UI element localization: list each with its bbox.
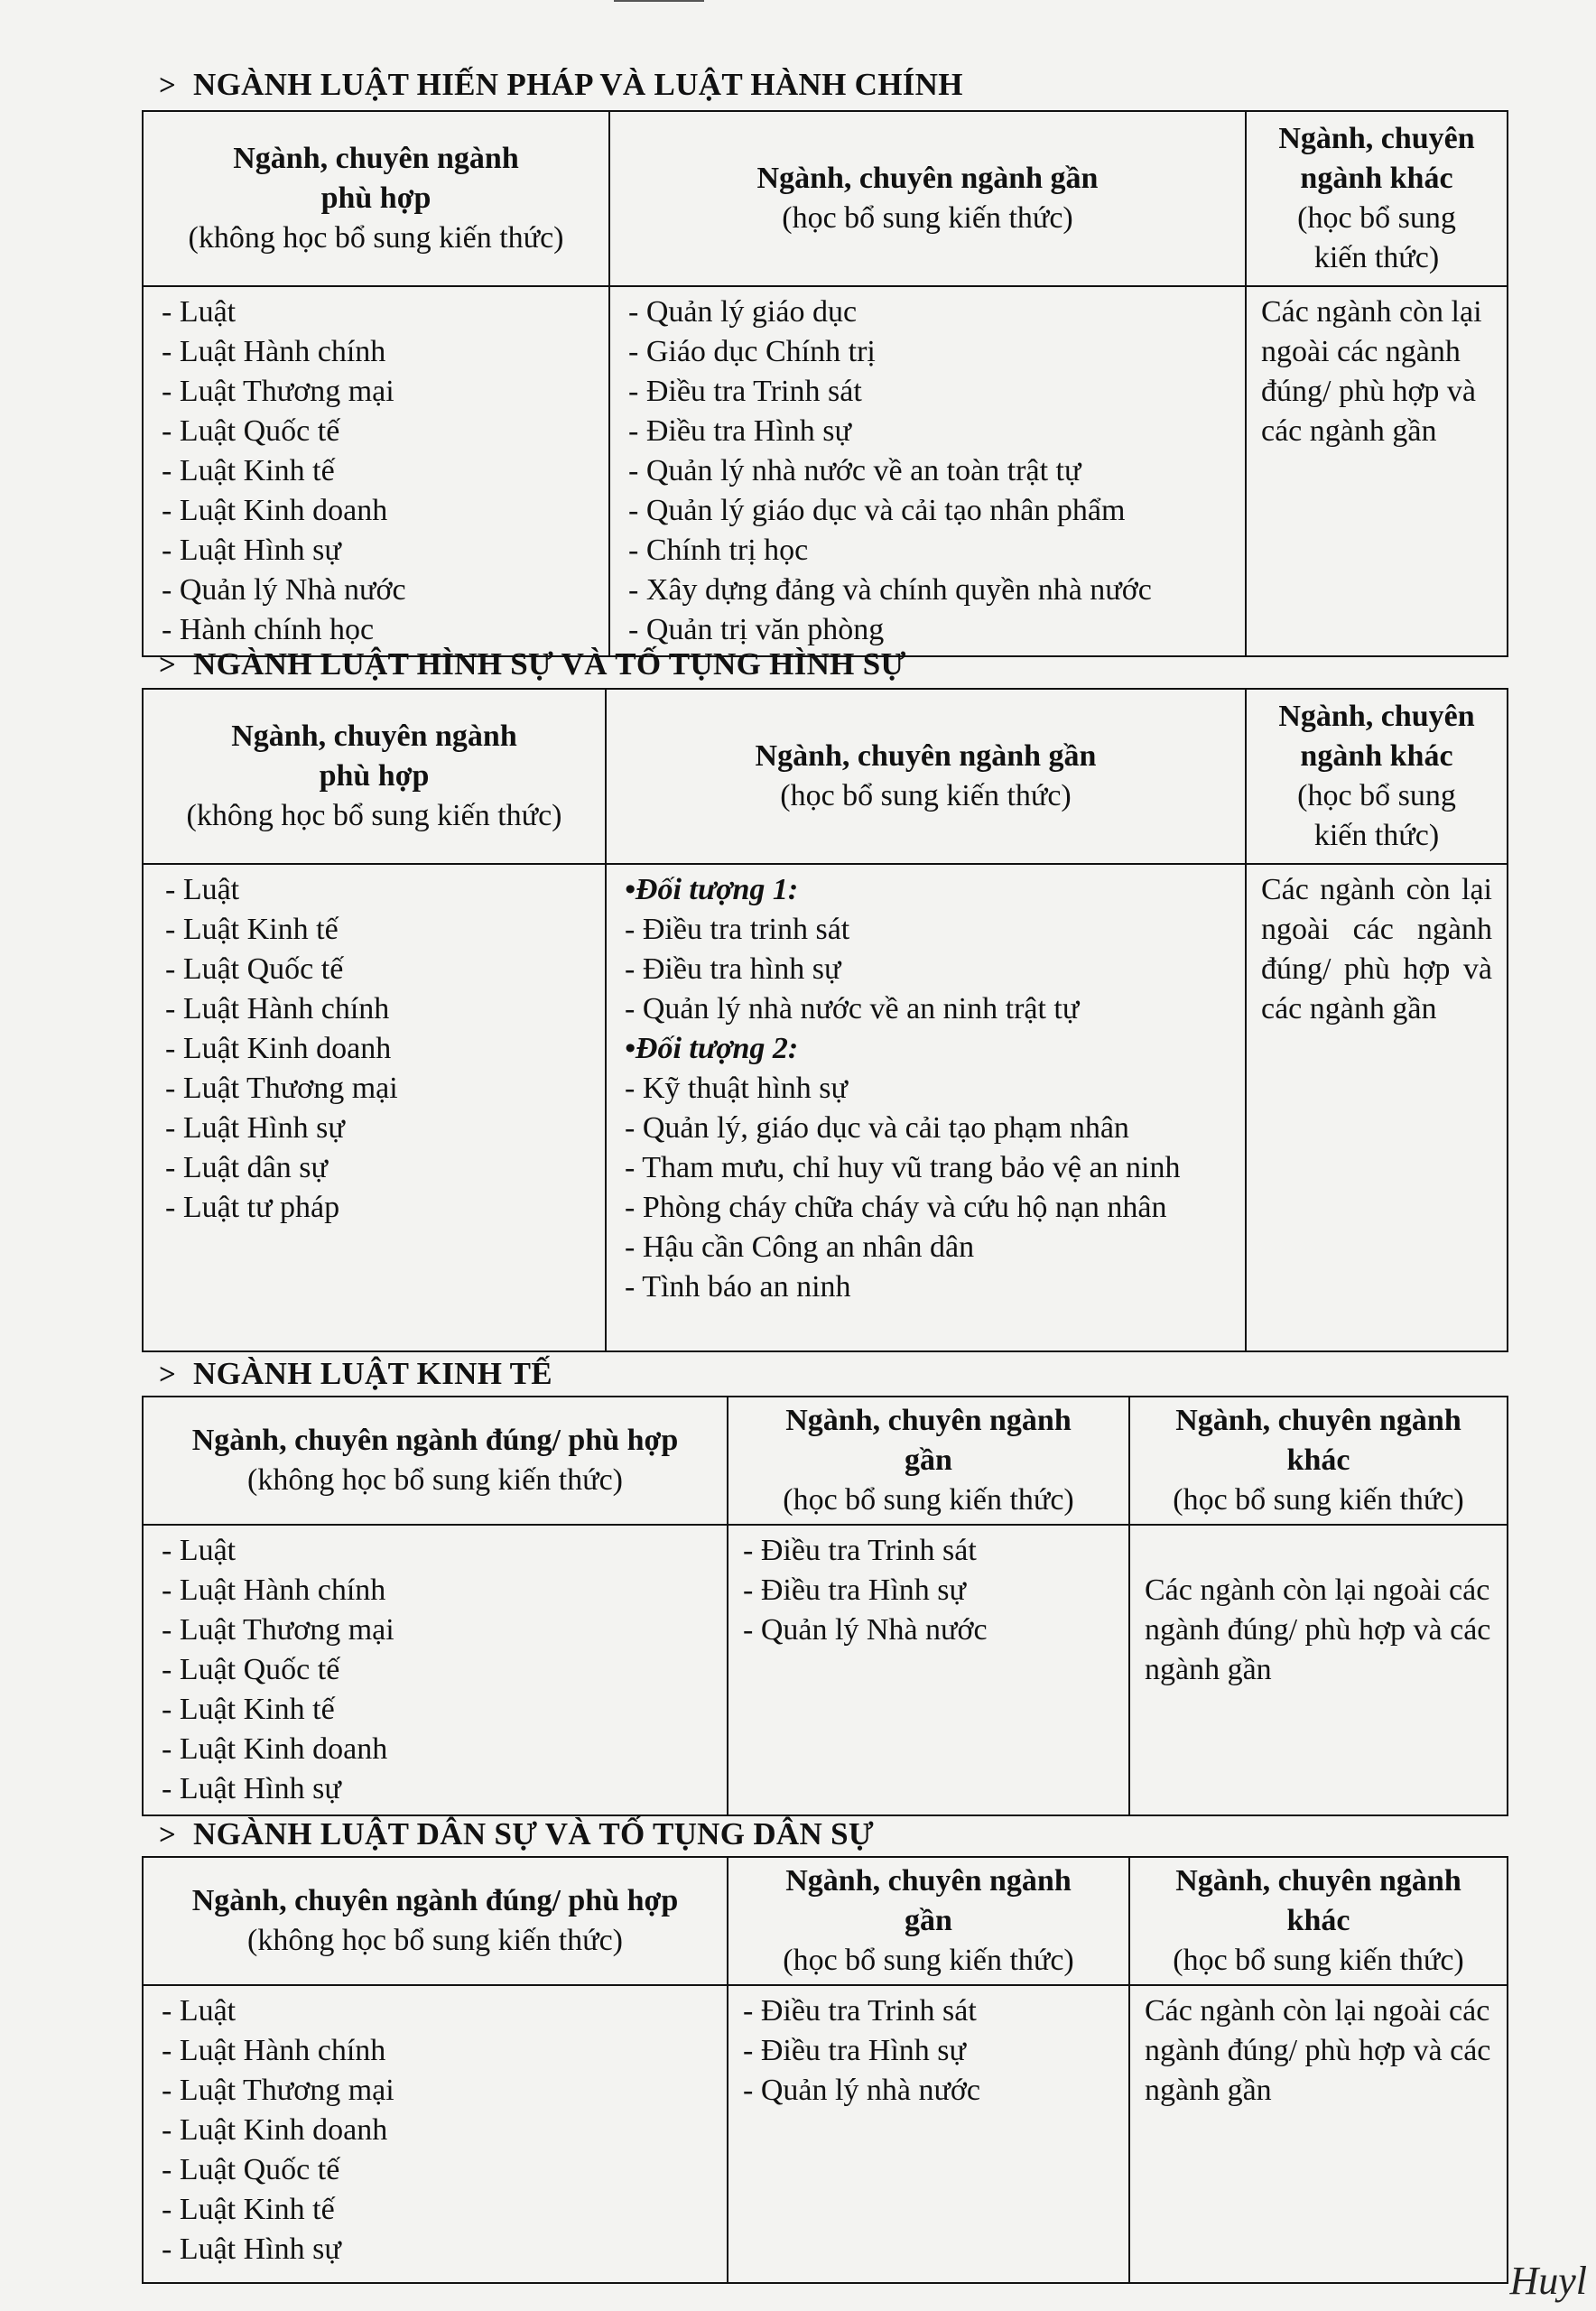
list-item: - Luật Thương mại (162, 2074, 394, 2107)
header-suitable: Ngành, chuyên ngành phù hợp (không học bổ sung kiến thức) (143, 111, 609, 286)
list-item: - Quản lý, giáo dục và cải tạo phạm nhân (625, 1111, 1129, 1145)
suitable-list (143, 286, 609, 656)
header-other: Ngành, chuyên ngành khác (học bổ sung kiến thức) (1246, 689, 1508, 864)
scan-mark (614, 0, 704, 9)
list-item: - Quản lý nhà nước về an ninh trật tự (625, 992, 1080, 1026)
list-item: - Luật Hành chính (162, 335, 386, 368)
list-item: - Luật Kinh doanh (162, 494, 388, 527)
list-item: - Quản lý Nhà nước (743, 1613, 988, 1647)
list-item: - Tình báo an ninh (625, 1270, 851, 1304)
list-item: - Quản lý giáo dục và cải tạo nhân phẩm (628, 494, 1126, 527)
list-item: - Luật Kinh doanh (162, 2113, 388, 2147)
suitable-list (143, 1985, 728, 2283)
arrow-icon: > (159, 1819, 177, 1852)
list-item: - Luật dân sự (165, 1151, 328, 1184)
section-title-4: > NGÀNH LUẬT DÂN SỰ VÀ TỐ TỤNG DÂN SỰ (159, 1816, 875, 1852)
list-item: - Điều tra Trinh sát (743, 1994, 977, 2028)
list-item: - Luật Hình sự (162, 1772, 341, 1805)
other-text: Các ngành còn lại ngoài các ngành đúng/ phù hợp và các ngành gần (1129, 1525, 1508, 1815)
list-item: - Điều tra Hình sự (628, 414, 851, 448)
list-item: - Chính trị học (628, 534, 809, 567)
group-heading: •Đối tượng 2: (625, 1032, 799, 1065)
section-title-1: > NGÀNH LUẬT HIẾN PHÁP VÀ LUẬT HÀNH CHÍNH (159, 67, 963, 102)
header-suitable: Ngành, chuyên ngành đúng/ phù hợp (không học bổ sung kiến thức) (143, 1857, 728, 1985)
list-item: - Luật Quốc tế (162, 1653, 340, 1686)
near-list (728, 1985, 1129, 2283)
list-item: - Quản lý nhà nước về an toàn trật tự (628, 454, 1081, 487)
list-item: - Luật Quốc tế (162, 414, 340, 448)
near-list (609, 286, 1246, 656)
list-item: - Luật Kinh tế (162, 454, 335, 487)
group-heading: •Đối tượng 1: (625, 873, 799, 906)
table-body-row (143, 1985, 1508, 2283)
table-header-row (143, 111, 1508, 286)
list-item: - Kỹ thuật hình sự (625, 1072, 848, 1105)
list-item: - Điều tra hình sự (625, 952, 841, 986)
list-item: - Luật (162, 295, 237, 329)
list-item: - Luật Hành chính (162, 1573, 386, 1607)
header-near: Ngành, chuyên ngành gần (học bổ sung kiến thức) (606, 689, 1246, 864)
list-item: - Luật Hình sự (162, 534, 341, 567)
section-title-3: > NGÀNH LUẬT KINH TẾ (159, 1356, 552, 1391)
list-item: - Luật (162, 1534, 237, 1567)
list-item: - Luật Quốc tế (165, 952, 344, 986)
list-item: - Luật Thương mại (165, 1072, 398, 1105)
section-title-2: > NGÀNH LUẬT HÌNH SỰ VÀ TỐ TỤNG HÌNH SỰ (159, 646, 906, 682)
arrow-icon: > (159, 1359, 177, 1391)
list-item: - Quản trị văn phòng (628, 613, 885, 646)
list-item: - Điều tra trinh sát (625, 913, 850, 946)
list-item: - Điều tra Hình sự (743, 2034, 966, 2067)
header-other: Ngành, chuyên ngành khác (học bổ sung kiến thức) (1246, 111, 1508, 286)
table-body-row (143, 1525, 1508, 1815)
list-item: - Luật Kinh doanh (165, 1032, 392, 1065)
other-text: Các ngành còn lại ngoài các ngành đúng/ phù hợp và các ngành gần (1129, 1985, 1508, 2283)
table-header-row (143, 1397, 1508, 1525)
table-section-4 (142, 1856, 1508, 2284)
list-item: - Luật Hành chính (162, 2034, 386, 2067)
list-item: - Giáo dục Chính trị (628, 335, 876, 368)
list-item: - Luật Kinh tế (162, 1693, 335, 1726)
header-near: Ngành, chuyên ngành gần (học bổ sung kiến thức) (728, 1857, 1129, 1985)
list-item: - Xây dựng đảng và chính quyền nhà nước (628, 573, 1152, 607)
signature: Huyl (1509, 2259, 1587, 2303)
header-near: Ngành, chuyên ngành gần (học bổ sung kiến thức) (609, 111, 1246, 286)
table-body-row (143, 286, 1508, 656)
table-header-row (143, 1857, 1508, 1985)
list-item: - Hậu cần Công an nhân dân (625, 1230, 975, 1264)
list-item: - Luật Hành chính (165, 992, 390, 1026)
suitable-list (143, 864, 606, 1351)
header-other: Ngành, chuyên ngành khác (học bổ sung kiến thức) (1129, 1857, 1508, 1985)
list-item: - Luật Kinh tế (165, 913, 339, 946)
list-item: - Luật (165, 873, 240, 906)
table-body-row (143, 864, 1508, 1351)
table-section-2 (142, 688, 1508, 1352)
list-item: - Điều tra Trinh sát (743, 1534, 977, 1567)
list-item: - Luật Thương mại (162, 1613, 394, 1647)
arrow-icon: > (159, 70, 177, 102)
list-item: - Quản lý nhà nước (743, 2074, 981, 2107)
list-item: - Điều tra Hình sự (743, 1573, 966, 1607)
suitable-list (143, 1525, 728, 1815)
table-section-1 (142, 110, 1508, 657)
header-near: Ngành, chuyên ngành gần (học bổ sung kiến thức) (728, 1397, 1129, 1525)
list-item: - Luật Kinh doanh (162, 1732, 388, 1766)
list-item: - Tham mưu, chỉ huy vũ trang bảo vệ an ninh (625, 1151, 1181, 1184)
list-item: - Luật Quốc tế (162, 2153, 340, 2186)
arrow-icon: > (159, 649, 177, 682)
list-item: - Phòng cháy chữa cháy và cứu hộ nạn nhân (625, 1191, 1167, 1224)
list-item: - Quản lý giáo dục (628, 295, 858, 329)
table-section-3 (142, 1396, 1508, 1816)
list-item: - Điều tra Trinh sát (628, 375, 862, 408)
list-item: - Luật Hình sự (165, 1111, 345, 1145)
other-text: Các ngành còn lại ngoài các ngành đúng/ phù hợp và các ngành gần (1246, 286, 1508, 656)
table-header-row (143, 689, 1508, 864)
near-list (606, 864, 1246, 1351)
list-item: - Luật Kinh tế (162, 2193, 335, 2226)
list-item: - Luật (162, 1994, 237, 2028)
list-item: - Luật tư pháp (165, 1191, 340, 1224)
header-suitable: Ngành, chuyên ngành đúng/ phù hợp (không học bổ sung kiến thức) (143, 1397, 728, 1525)
list-item: - Hành chính học (162, 613, 375, 646)
header-other: Ngành, chuyên ngành khác (học bổ sung kiến thức) (1129, 1397, 1508, 1525)
header-suitable: Ngành, chuyên ngành phù hợp (không học bổ sung kiến thức) (143, 689, 606, 864)
list-item: - Luật Thương mại (162, 375, 394, 408)
other-text: Các ngành còn lại ngoài các ngành đúng/ phù hợp và các ngành gần (1246, 864, 1508, 1351)
near-list (728, 1525, 1129, 1815)
list-item: - Quản lý Nhà nước (162, 573, 406, 607)
list-item: - Luật Hình sự (162, 2232, 341, 2266)
